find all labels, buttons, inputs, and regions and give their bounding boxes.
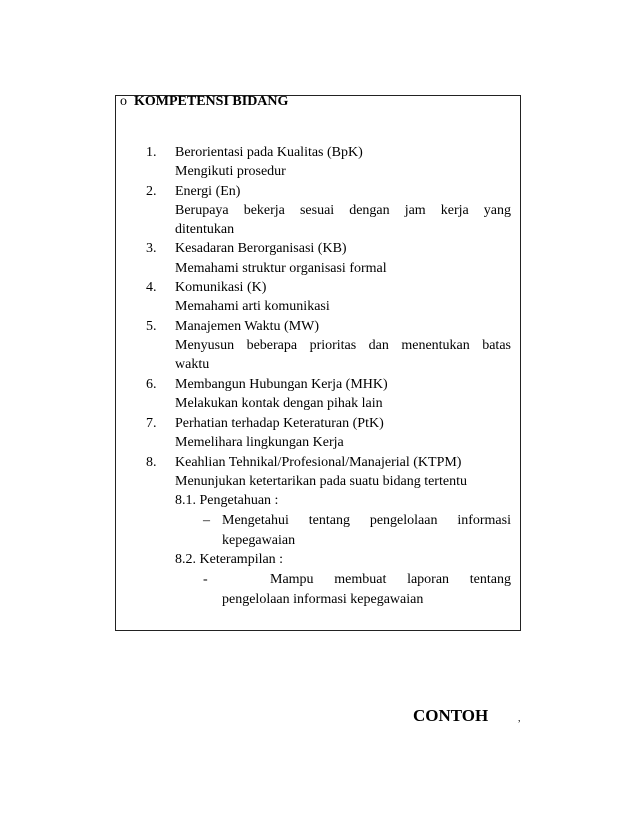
subsection-label: 8.1. Pengetahuan :	[175, 493, 279, 508]
item-title: Energi (En)	[175, 184, 241, 199]
item-number: 5.	[146, 319, 157, 334]
word: batas	[482, 338, 511, 353]
item-title: Berorientasi pada Kualitas (BpK)	[175, 145, 363, 160]
dash-bullet: –	[203, 513, 210, 528]
word: Menyusun	[175, 338, 235, 353]
item-title: Membangun Hubungan Kerja (MHK)	[175, 377, 388, 392]
subsection-label: 8.2. Keterampilan :	[175, 552, 284, 567]
item-desc: Mengikuti prosedur	[175, 164, 286, 179]
item-title: Komunikasi (K)	[175, 280, 267, 295]
item-number: 8.	[146, 455, 157, 470]
dash-bullet: -	[203, 572, 208, 587]
word: dengan	[349, 203, 390, 218]
word: informasi	[457, 513, 511, 528]
word: prioritas	[309, 338, 357, 353]
item-title: Kesadaran Berorganisasi (KB)	[175, 241, 347, 256]
word: Mengetahui	[222, 513, 289, 528]
item-number: 1.	[146, 145, 157, 160]
word: Berupaya	[175, 203, 229, 218]
word: yang	[483, 203, 511, 218]
item-number: 7.	[146, 416, 157, 431]
word: Mampu	[270, 572, 314, 587]
item-desc: Melakukan kontak dengan pihak lain	[175, 396, 383, 411]
item-title: Manajemen Waktu (MW)	[175, 319, 320, 334]
contoh-stamp: CONTOH	[413, 706, 489, 725]
item-desc-justified	[175, 201, 511, 220]
word: beberapa	[246, 338, 298, 353]
heading-text: KOMPETENSI BIDANG	[134, 94, 289, 109]
item-desc: Menunjukan ketertarikan pada suatu bidang tertentu	[175, 474, 467, 489]
bullet-icon: o	[120, 94, 127, 109]
word: tentang	[308, 513, 350, 528]
item-desc: Memelihara lingkungan Kerja	[175, 435, 344, 450]
sub-desc-cont: pengelolaan informasi kepegawaian	[222, 592, 424, 607]
word: dan	[368, 338, 389, 353]
word: membuat	[334, 572, 387, 587]
item-desc-justified	[175, 336, 511, 355]
item-desc: ditentukan	[175, 222, 235, 237]
word: tentang	[469, 572, 511, 587]
item-desc: Memahami struktur organisasi formal	[175, 261, 387, 276]
word: pengelolaan	[369, 513, 438, 528]
item-number: 3.	[146, 241, 157, 256]
sub-desc-cont: kepegawaian	[222, 533, 296, 548]
sub-desc-justified	[270, 570, 511, 589]
item-desc: Memahami arti komunikasi	[175, 299, 330, 314]
word: jam	[404, 203, 426, 218]
item-number: 2.	[146, 184, 157, 199]
word: menentukan	[401, 338, 470, 353]
item-desc: waktu	[175, 357, 210, 372]
item-number: 4.	[146, 280, 157, 295]
footer-mark: ,	[518, 713, 521, 724]
word: bekerja	[243, 203, 285, 218]
item-title: Keahlian Tehnikal/Profesional/Manajerial (KTPM)	[175, 455, 462, 470]
section-heading	[120, 94, 288, 110]
item-title: Perhatian terhadap Keteraturan (PtK)	[175, 416, 384, 431]
word: sesuai	[299, 203, 335, 218]
item-number: 6.	[146, 377, 157, 392]
sub-desc-justified	[222, 511, 511, 530]
word: laporan	[407, 572, 450, 587]
word: kerja	[440, 203, 469, 218]
